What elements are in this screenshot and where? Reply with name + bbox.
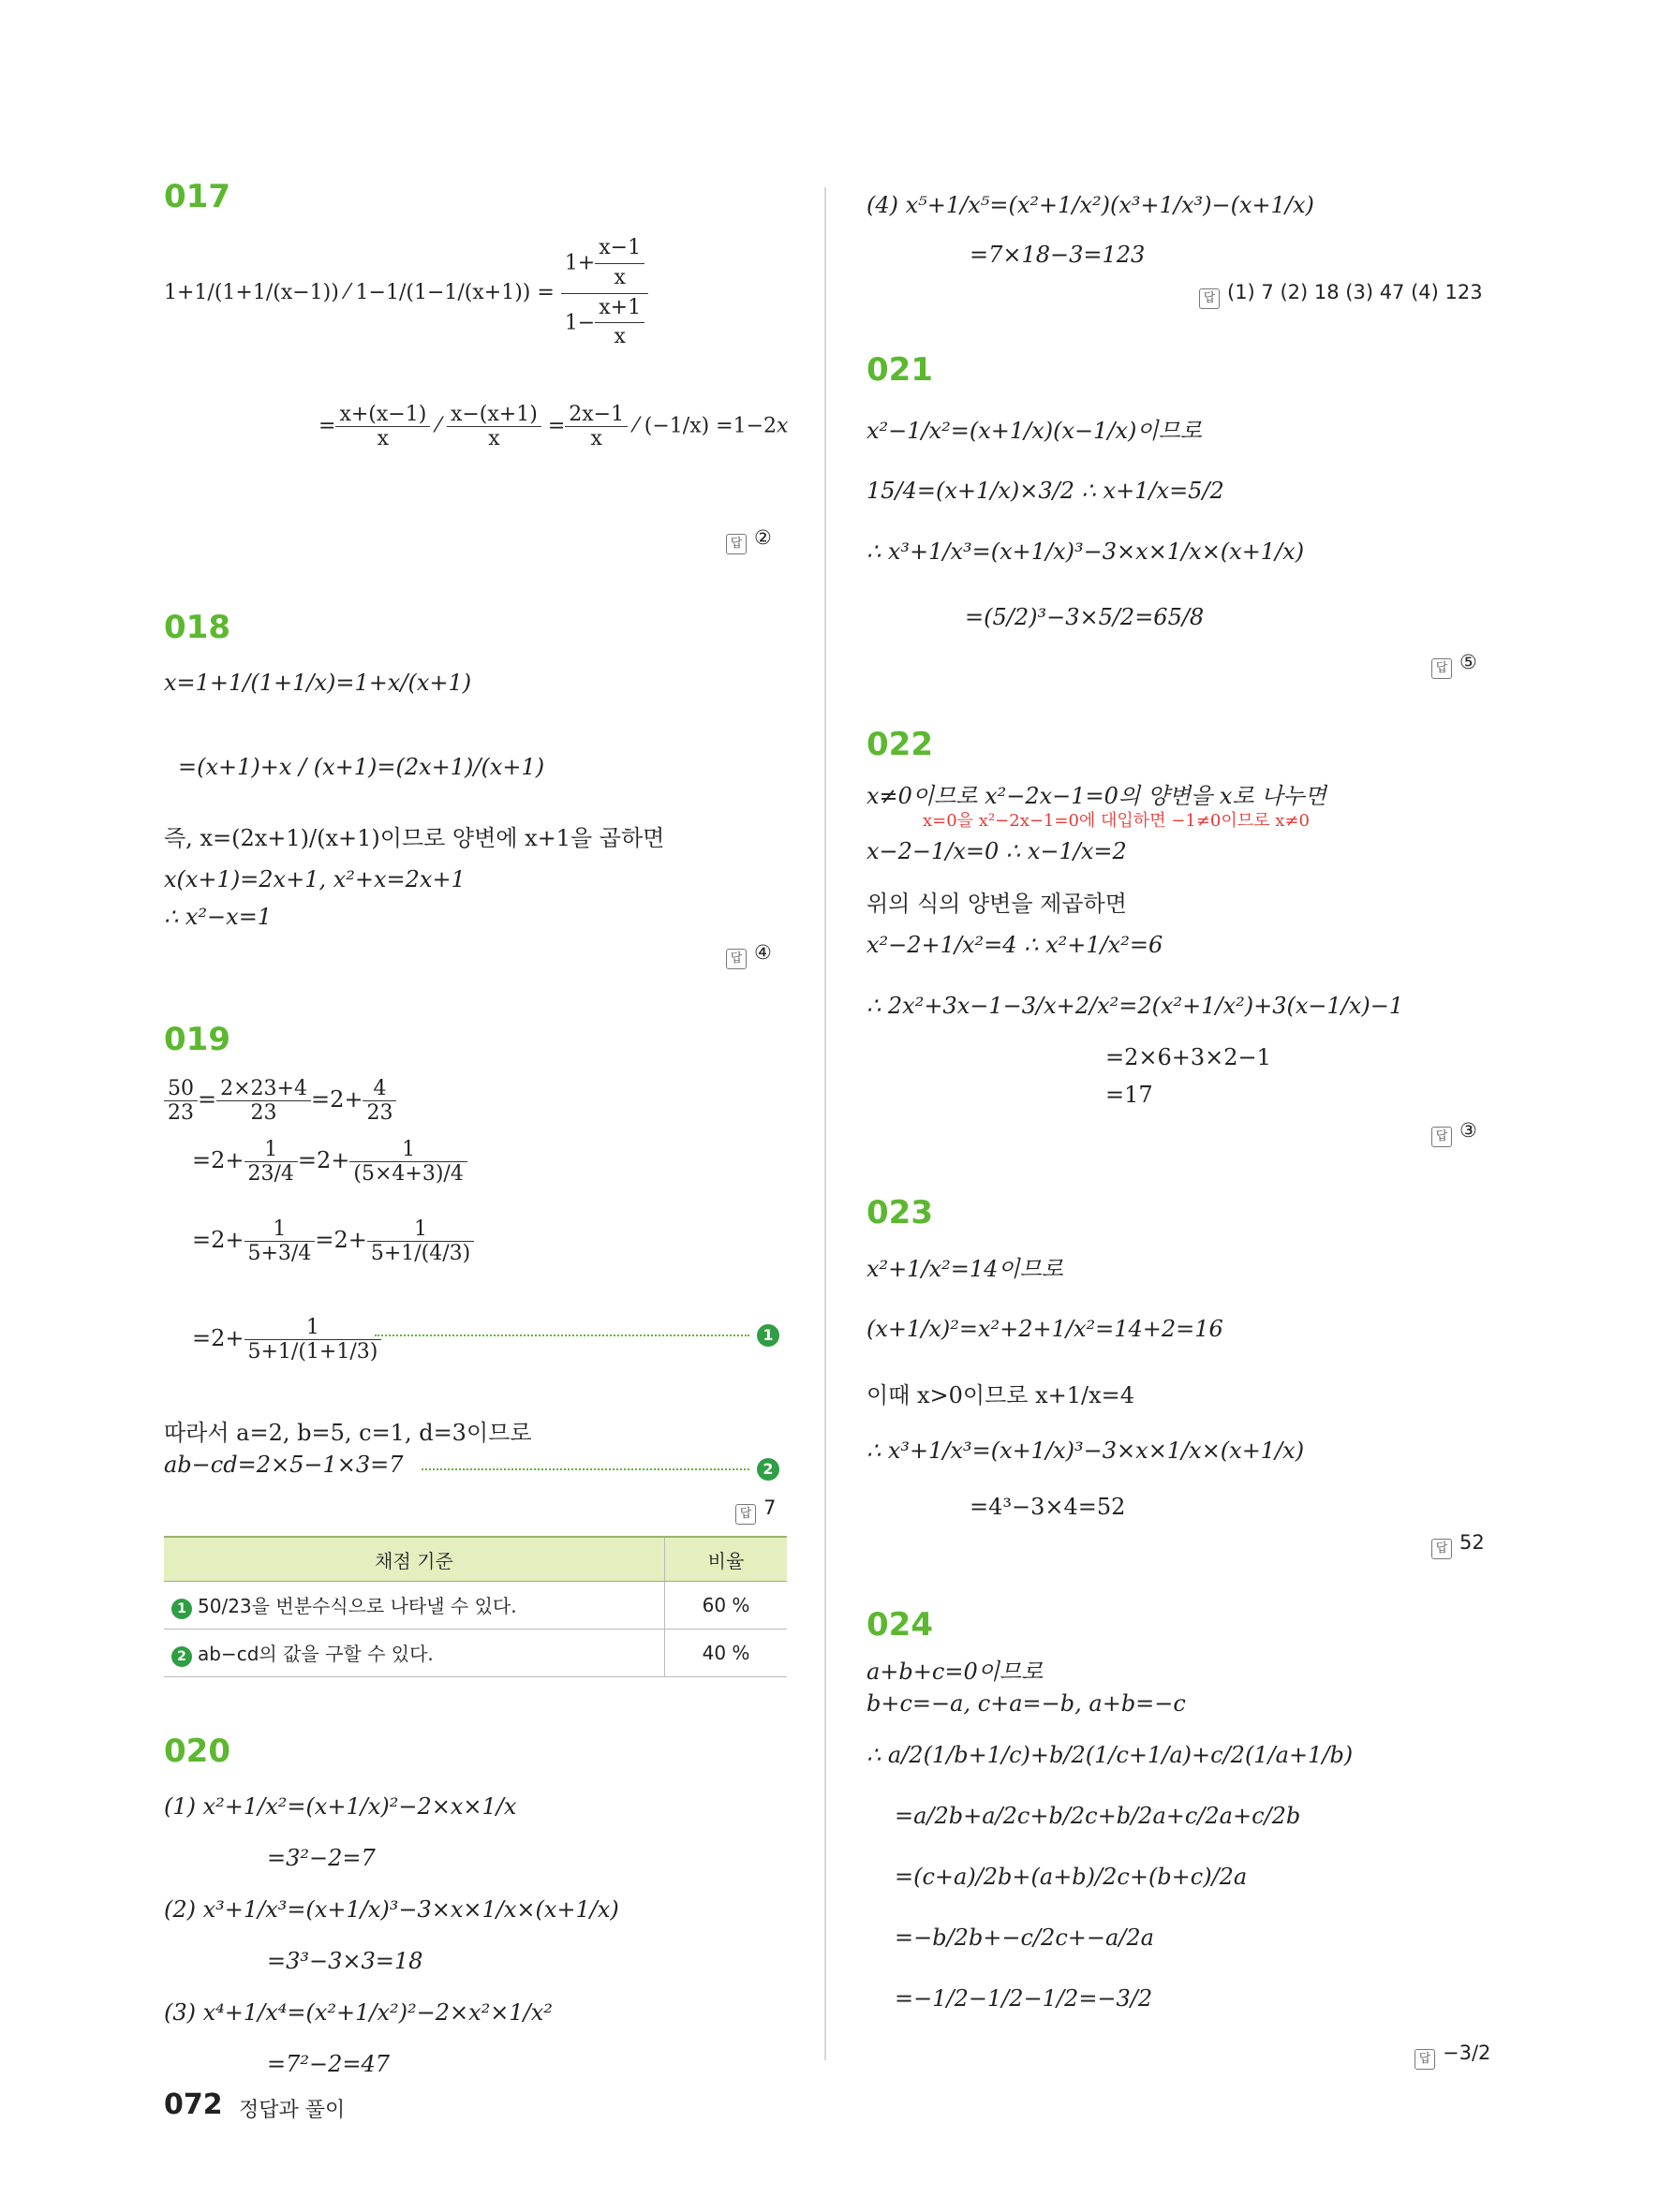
footer-label: 정답과 풀이 [239, 2099, 346, 2122]
answer-box-icon: 답 [735, 1504, 756, 1525]
problem-number-019: 019 [164, 1021, 230, 1058]
table-header-ratio: 비율 [665, 1537, 788, 1582]
p020-line-3: (3) x⁴+1/x⁴=(x²+1/x²)²−2×x²×1/x² [164, 1999, 553, 2026]
p024-line-5: =(c+a)/2b+(a+b)/2c+(b+c)/2a [895, 1864, 1248, 1890]
p017-answer: 답 ② [726, 526, 772, 554]
ratio-2: 40 % [665, 1630, 788, 1677]
p024-line-7: =−1/2−1/2−1/2=−3/2 [895, 1985, 1153, 2012]
p019-answer: 답 7 [735, 1497, 776, 1525]
p018-line-3: 즉, x=(2x+1)/(x+1)이므로 양변에 x+1을 곱하면 [164, 825, 665, 851]
criterion-2: ab−cd의 값을 구할 수 있다. [198, 1643, 434, 1665]
p024-line-3: ∴ a/2(1/b+1/c)+b/2(1/c+1/a)+c/2(1/a+1/b) [867, 1742, 1354, 1768]
p024-answer: 답 −3/2 [1415, 2042, 1490, 2070]
p023-line-2: (x+1/x)²=x²+2+1/x²=14+2=16 [867, 1316, 1223, 1342]
p020-line-2b: =3³−3×3=18 [267, 1948, 423, 1974]
problem-number-021: 021 [867, 351, 933, 389]
step-marker-2: 2 [171, 1646, 192, 1667]
answer-box-icon: 답 [726, 534, 747, 554]
p024-line-2: b+c=−a, c+a=−b, a+b=−c [867, 1690, 1186, 1717]
answer-box-icon: 답 [1415, 2049, 1435, 2070]
p023-line-3: 이때 x>0이므로 x+1/x=4 [867, 1382, 1135, 1408]
p019-equation-3: =2+ $\frac{1}{5+3/4}$ =2+ $\frac{1}{5+1/(4/3)}$ [192, 1217, 474, 1265]
p024-line-4: =a/2b+a/2c+b/2c+b/2a+c/2a+c/2b [895, 1803, 1301, 1829]
criterion-1: 50/23을 번분수식으로 나타낼 수 있다. [198, 1595, 517, 1617]
answer-box-icon: 답 [1431, 658, 1452, 679]
p022-line-6: =2×6+3×2−1 [1105, 1044, 1271, 1070]
problem-number-023: 023 [867, 1194, 933, 1231]
ratio-1: 60 % [665, 1582, 788, 1630]
p020-line-1b: =3²−2=7 [267, 1845, 376, 1871]
answer-box-icon: 답 [1431, 1127, 1452, 1147]
p018-line-1: x=1+1/(1+1/x)=1+x/(x+1) [164, 670, 472, 696]
p019-equation-4: =2+ $\frac{1}{5+1/(1+1/3)}$ [192, 1316, 381, 1364]
p020-answer: 답 (1) 7 (2) 18 (3) 47 (4) 123 [1199, 281, 1483, 309]
p019-equation-1: $\frac{50}{23}$ = $\frac{2\times 23+4}{23}$ =2+ $\frac{4}{23}$ [164, 1077, 396, 1125]
p023-line-5: =4³−3×4=52 [970, 1494, 1126, 1520]
p022-line-4: x²−2+1/x²=4 ∴ x²+1/x²=6 [867, 932, 1163, 958]
grading-criteria-table [164, 1536, 787, 1677]
problem-number-017: 017 [164, 178, 230, 215]
p022-line-5: ∴ 2x²+3x−1−3/x+2/x²=2(x²+1/x²)+3(x−1/x)−1 [867, 993, 1404, 1019]
p022-note: x=0을 x²−2x−1=0에 대입하면 −1≠0이므로 x≠0 [923, 811, 1310, 831]
answer-box-icon: 답 [1431, 1539, 1452, 1559]
step-marker-1: 1 [757, 1324, 779, 1347]
column-divider [824, 187, 826, 2060]
problem-number-020: 020 [164, 1733, 230, 1770]
table-header-criteria: 채점 기준 [164, 1537, 665, 1582]
step-marker-1: 1 [171, 1599, 192, 1619]
p018-line-5: ∴ x²−x=1 [164, 904, 273, 930]
problem-number-024: 024 [867, 1606, 933, 1644]
answer-box-icon: 답 [1199, 288, 1220, 309]
p023-answer: 답 52 [1431, 1531, 1485, 1559]
p020-line-3b: =7²−2=47 [267, 2051, 391, 2077]
p020-line-1: (1) x²+1/x²=(x+1/x)²−2×x×1/x [164, 1793, 517, 1820]
p021-line-1: x²−1/x²=(x+1/x)(x−1/x)이므로 [867, 418, 1202, 444]
p022-line-2: x−2−1/x=0 ∴ x−1/x=2 [867, 838, 1127, 864]
problem-number-018: 018 [164, 609, 230, 646]
p024-line-1: a+b+c=0이므로 [867, 1659, 1044, 1685]
p022-line-1: x≠0이므로 x²−2x−1=0의 양변을 x로 나누면 [867, 783, 1326, 809]
p022-line-3: 위의 식의 양변을 제곱하면 [867, 891, 1127, 917]
p017-equation-2: = $\frac{x+(x-1)}{x}$ ⁄ $\frac{x-(x+1)}{x}$ = $\frac{2x-1}{x}$ ⁄ (−1/x) =1−2x [318, 403, 789, 450]
p022-line-7: =17 [1105, 1082, 1153, 1108]
p018-answer: 답 ④ [726, 941, 772, 969]
p024-line-6: =−b/2b+−c/2c+−a/2a [895, 1924, 1154, 1951]
p021-answer: 답 ⑤ [1431, 651, 1477, 679]
p021-line-2: 15/4=(x+1/x)×3/2 ∴ x+1/x=5/2 [867, 478, 1224, 504]
leader-dots [422, 1468, 749, 1470]
p023-line-4: ∴ x³+1/x³=(x+1/x)³−3×x×1/x×(x+1/x) [867, 1438, 1305, 1464]
table-row [164, 1630, 787, 1677]
step-marker-2: 2 [757, 1458, 779, 1481]
p018-line-4: x(x+1)=2x+1, x²+x=2x+1 [164, 866, 466, 892]
p018-line-2: =(x+1)+x / (x+1)=(2x+1)/(x+1) [178, 754, 545, 780]
p020-line-4: (4) x⁵+1/x⁵=(x²+1/x²)(x³+1/x³)−(x+1/x) [867, 192, 1314, 218]
p019-line-2: ab−cd=2×5−1×3=7 [164, 1452, 404, 1478]
page-number: 072 [164, 2088, 223, 2121]
p017-equation: 1+1/(1+1/(x−1)) ⁄ 1−1/(1−1/(x+1)) = 1+ $\frac{x-1}{x}$ 1− $\frac{x+1}{x}$ [164, 234, 648, 352]
leader-dots [375, 1335, 749, 1336]
p020-line-2: (2) x³+1/x³=(x+1/x)³−3×x×1/x×(x+1/x) [164, 1896, 619, 1923]
p021-line-4: =(5/2)³−3×5/2=65/8 [965, 604, 1205, 630]
p019-line-1: 따라서 a=2, b=5, c=1, d=3이므로 [164, 1420, 532, 1446]
p020-line-4b: =7×18−3=123 [970, 242, 1146, 268]
p019-equation-2: =2+ $\frac{1}{23/4}$ =2+ $\frac{1}{(5\times 4+3)/4}$ [192, 1138, 467, 1186]
problem-number-022: 022 [867, 726, 933, 763]
table-row [164, 1582, 787, 1630]
p023-line-1: x²+1/x²=14이므로 [867, 1256, 1063, 1282]
answer-box-icon: 답 [726, 949, 747, 969]
p021-line-3: ∴ x³+1/x³=(x+1/x)³−3×x×1/x×(x+1/x) [867, 538, 1305, 565]
p022-answer: 답 ③ [1431, 1119, 1477, 1147]
